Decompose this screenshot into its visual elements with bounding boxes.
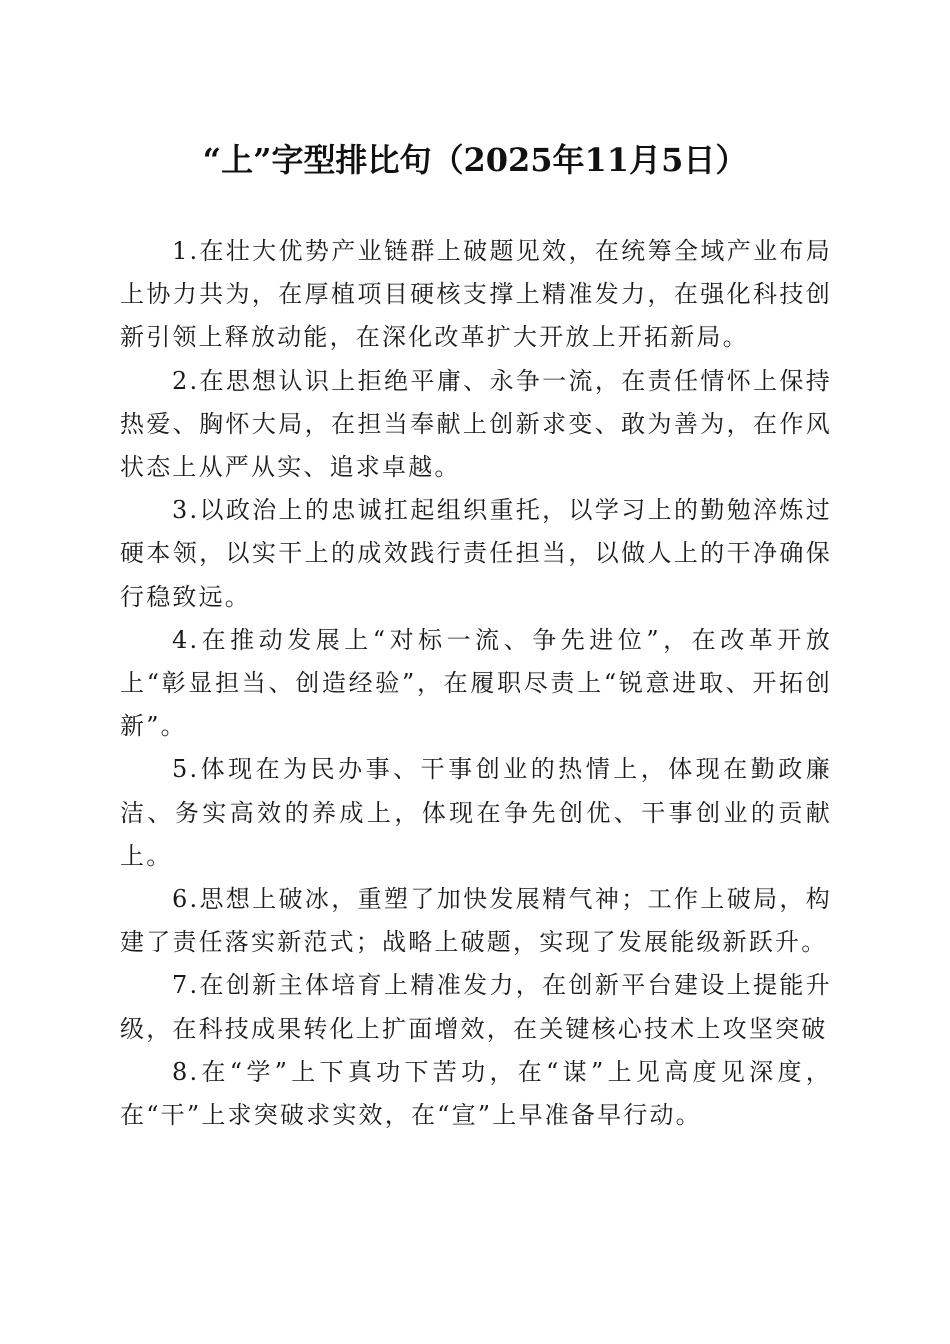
document-title: “上”字型排比句（2025年11月5日） bbox=[202, 141, 748, 179]
paragraph-1: 1.在壮大优势产业链群上破题见效，在统筹全域产业布局上协力共为，在厚植项目硬核支撑上精准发力，在强化科技创新引领上释放动能，在深化改革扩大开放上开拓新局。 bbox=[120, 237, 832, 352]
paragraph-2: 2.在思想认识上拒绝平庸、永争一流，在责任情怀上保持热爱、胸怀大局，在担当奉献上创新求变、敢为善为，在作风状态上从严从实、追求卓越。 bbox=[120, 366, 832, 482]
paragraph-4: 4.在推动发展上“对标一流、争先进位”，在改革开放上“彰显担当、创造经验”，在履职尽责上“锐意进取、开拓创新”。 bbox=[120, 625, 832, 741]
paragraph-6: 6.思想上破冰，重塑了加快发展精气神；工作上破局，构建了责任落实新范式；战略上破题，实现了发展能级新跃升。 bbox=[120, 885, 832, 957]
paragraph-3: 3.以政治上的忠诚扛起组织重托，以学习上的勤勉淬炼过硬本领，以实干上的成效践行责任担当，以做人上的干净确保行稳致远。 bbox=[120, 496, 832, 611]
paragraph-8: 8.在“学”上下真功下苦功，在“谋”上见高度见深度，在“干”上求突破求实效，在“宣”上早准备早行动。 bbox=[120, 1057, 832, 1130]
paragraph-5: 5.体现在为民办事、干事创业的热情上，体现在勤政廉洁、务实高效的养成上，体现在争先创优、干事创业的贡献上。 bbox=[120, 755, 832, 870]
paragraph-7: 7.在创新主体培育上精准发力，在创新平台建设上提能升级，在科技成果转化上扩面增效，在关键核心技术上攻坚突破 bbox=[120, 971, 832, 1043]
document-body bbox=[120, 230, 832, 1137]
